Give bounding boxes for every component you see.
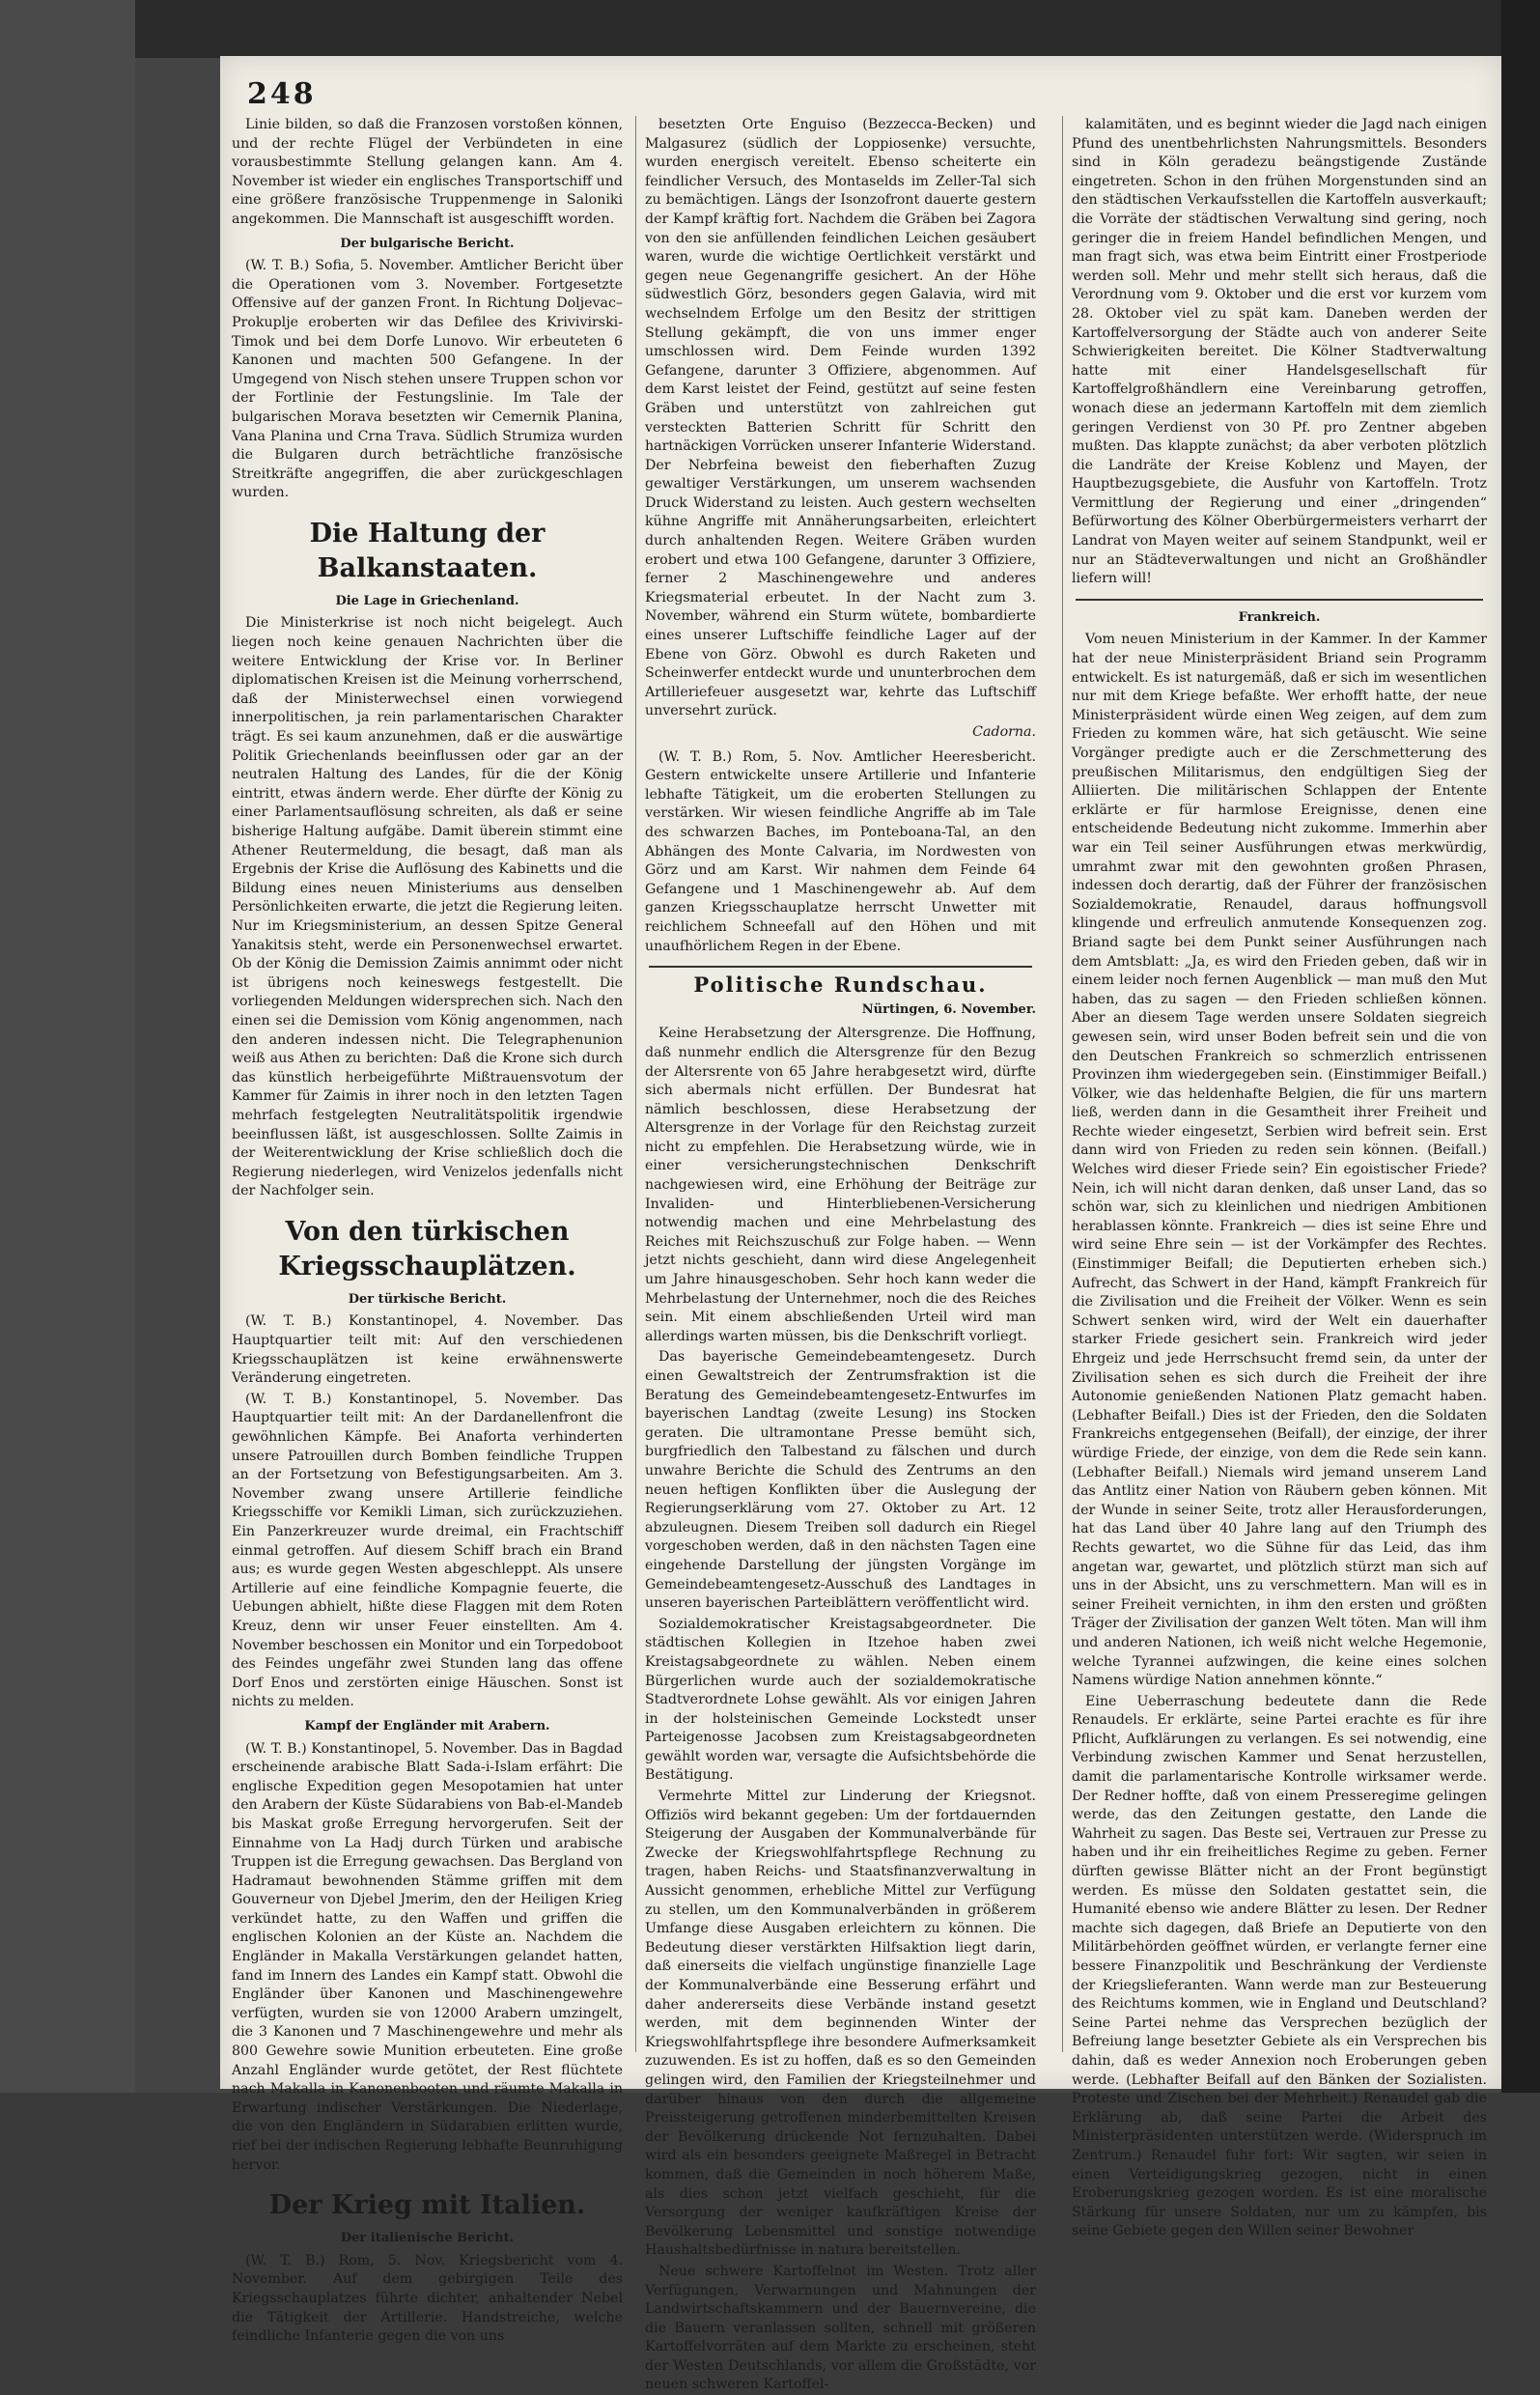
column-2 — [645, 116, 1036, 2393]
paragraph: besetzten Orte Enguiso (Bezzecca-Becken) und Malgasurez (südlich der Loppiosenke) versuchte, wurden energisch vereitelt. Ebenso scheiterte ein feindlicher Versuch, des Montaselds im Zeller-Tal sich zu bemächtigen. Längs der Isonzofront dauerte gestern der Kampf kräftig fort. Nachdem die Gräben bei Zagora von den sie anfüllenden feindlichen Leichen gesäubert waren, wurde die wichtige Oertlichkeit verstärkt und gegen neue Gegenangriffe gesichert. An der Höhe südwestlich Görz, besonders gegen Galavia, wird mit wechselndem Erfolge um den Besitz der strittigen Stellung gekämpft, die von uns immer enger umschlossen wird. Dem Feinde wurden 1392 Gefangene, darunter 3 Offiziere, abgenommen. Auf dem Karst leistet der Feind, gestützt auf seine festen Gräben und unterstützt von zahlreichen gut versteckten Batterien Schritt für Schritt den hartnäckigen Vorrücken unserer Infanterie Widerstand. Der Nebrfeina beweist den fieberhaften Zuzug gewaltiger Verstärkungen, um unserem wachsenden Druck Widerstand zu leisten. Auch gestern wechselten kühne Angriffe mit Annäherungsarbeiten, erleichtert durch anhaltenden Regen. Weitere Gräben wurden erobert und etwa 100 Gefangene, darunter 3 Offiziere, ferner 2 Maschinengewehre und anderes Kriegsmaterial erbeutet. In der Nacht zum 3. November, während ein Sturm wütete, bombardierte eines unserer Luftschiffe feindliche Lager auf der Ebene von Görz. Obwohl es durch Raketen und Scheinwerfer entdeckt wurde und ununterbrochen dem Artilleriefeuer ausgesetzt war, kehrte das Luftschiff unversehrt zurück. — [645, 117, 1036, 719]
paragraph: (W. T. B.) Rom, 5. Nov. Kriegsbericht vom 4. November. Auf dem gebirgigen Teile des Kriegsschauplatzes führte dichter, anhaltender Nebel die Tätigkeit der Artillerie. Handstreiche, welche feindliche Infanterie gegen die von uns — [232, 2252, 623, 2345]
article-headline: Politische Rundschau. — [693, 972, 988, 998]
paragraph: Das bayerische Gemeindebeamtengesetz. Durch einen Gewaltstreich der Zentrumsfraktion ist die Beratung des Gemeindebeamtengesetz-Entwurfes im bayerischen Landtag (zweite Lesung) ins Stocken geraten. Die ultramontane Presse bemüht sich, burgfriedlich den Talbestand zu fälschen und durch unwahre Berichte die Schuld des Zentrums an den neuen heftigen Konflikten über die Auslegung der Regierungserklärung vom 27. Oktober zu Art. 12 abzuleugnen. Diesem Treiben soll dadurch ein Riegel vorgeschoben werden, daß in den nächsten Tagen eine eingehende Darstellung der jüngsten Vorgänge im Gemeindebeamtengesetz-Ausschuß des Landtages in unseren bayerischen Parteiblättern veröffentlicht wird. — [645, 1349, 1036, 1612]
paragraph: Die Ministerkrise ist noch nicht beigelegt. Auch liegen noch keine genauen Nachrichten über die weitere Entwicklung der Krise vor. In Berliner diplomatischen Kreisen ist die Meinung vorherrschend, daß der Ministerwechsel einen vorwiegend innerpolitischen, ja rein parlamentarischen Charakter trägt. Es sei kaum anzunehmen, daß er die auswärtige Politik Griechenlands beeinflussen oder gar an der neutralen Haltung des Landes, für die der König eintritt, etwas ändern werde. Eher dürfte der König zu einer Parlamentsauflösung schreiten, als daß er seine bisherige Haltung aufgäbe. Damit überein stimmt eine Athener Reutermeldung, die besagt, daß man als Ergebnis der Krise die Auflösung des Kabinetts und die Bildung eines neuen Ministeriums aus denselben Persönlichkeiten erwarte, die jetzt die Regierung leiten. Nur im Kriegsministerium, an dessen Spitze General Yanakitsis steht, werde ein Personenwechsel erwartet. Ob der König die Demission Zaimis annimmt oder nicht ist übrigens noch keineswegs festgestellt. Die vorliegenden Meldungen widersprechen sich. Nach den einen sei die Demission vom König angenommen, nach den anderen indessen nicht. Die Telegraphenunion weiß aus Athen zu berichten: Daß die Krone sich durch das künstlich herbeigeführte Mißtrauensvotum der Kammer für Zaimis in ihrer noch in den letzten Tagen mehrfach festgelegten Neutralitätspolitik irgendwie beeinflussen läßt, ist ausgeschlossen. Sollte Zaimis in der Weiterentwicklung der Krise schließlich doch die Regierung niederlegen, wird Venizelos jedenfalls nicht der Nachfolger sein. — [232, 615, 623, 1199]
article-headline: Die Haltung der Balkanstaaten. — [309, 518, 546, 583]
paragraph: Sozialdemokratischer Kreistagsabgeordneter. Die städtischen Kollegien in Itzehoe haben zwei Kreistagsabgeordnete zu wählen. Neben einem Bürgerlichen wurde auch der sozialdemokratische Stadtverordnete Lohse gewählt. Als vor einigen Jahren in der holsteinischen Gemeinde Lockstedt unser Parteigenosse Jacobsen zum Kreistagsabgeordneten gewählt worden war, versagte die Aufsichtsbehörde die Bestätigung. — [645, 1616, 1036, 1784]
page-number: 248 — [247, 77, 317, 111]
paragraph: kalamitäten, und es beginnt wieder die Jagd nach einigen Pfund des unentbehrlichsten Nahrungsmittels. Besonders sind in Köln geradezu beängstigende Zustände eingetreten. Schon in den frühen Morgenstunden sind an den städtischen Verkaufsstellen die Kartoffeln ausverkauft; die Vorräte der städtischen Verwaltung sind gering, noch geringer die in freiem Handel befindlichen Mengen, und man fragt sich, was etwa beim Eintritt einer Frostperiode werden soll. Mehr und mehr stellt sich heraus, daß die Verordnung vom 9. Oktober und die erst vor kurzem vom 28. Oktober viel zu spät kam. Daneben werden der Kartoffelversorgung der Städte auch von anderer Seite Schwierigkeiten bereitet. Die Kölner Stadtverwaltung hatte mit einer Handelsgesellschaft für Kartoffelgroßhändlern eine Vereinbarung getroffen, wonach diese an jedermann Kartoffeln mit dem ziemlich geringen Verdienst von 30 Pf. pro Zentner abgeben mußten. Das klappte zunächst; da aber verboten plötzlich die Landräte der Kreise Koblenz und Mayen, der Hauptbezugsgebiete, die Ausfuhr von Kartoffeln. Trotz Vermittlung der Regierung und einer „dringenden“ Befürwortung des Kölner Oberbürgermeisters verharrt der Landrat von Mayen weiter auf seinem Standpunkt, weil er nur an Städteverwaltungen und nicht an Großhändler liefern will! — [1072, 117, 1487, 587]
paragraph: Vom neuen Ministerium in der Kammer. In der Kammer hat der neue Ministerpräsident Briand sein Programm entwickelt. Es ist naturgemäß, daß er sich im wesentlichen nur mit dem Kriege befaßte. Wer erhofft hatte, der neue Ministerpräsident würde einen Weg zeigen, auf dem zum Frieden zu kommen wäre, hat sich getäuscht. Wie seine Vorgänger predigte auch er die Zerschmetterung des preußischen Militarismus, den endgültigen Sieg der Alliierten. Die militärischen Schlappen der Entente erklärte er für harmlose Ereignisse, denen eine entscheidende Bedeutung nicht zukomme. Immerhin aber war ein Teil seiner Ausführungen etwas merkwürdig, umrahmt zwar mit den gewohnten großen Phrasen, indessen doch derartig, daß der Führer der französischen Sozialdemokratie, Renaudel, daraus hoffnungsvoll klingende und erfreulich anmutende Konsequenzen zog. Briand sagte bei dem Punkt seiner Ausführungen nach dem Amtsblatt: „Ja, es wird den Frieden geben, daß wir in einem leider noch fernen Augenblick — man muß den Mut haben, das zu sagen — den Frieden schließen können. Aber an diesem Tage werden unsere Soldaten siegreich gewesen sein, wird unser Boden befreit sein und die von den Deutschen Frankreich so schmerzlich entrissenen Provinzen ihm wiedergegeben sein. (Einstimmiger Beifall.) Völker, wie das heldenhafte Belgien, die für uns martern ließ, werden dann in die Gesamtheit ihrer Freiheit und Rechte wieder eingesetzt, Serbien wird befreit sein. Erst dann wird von Frieden zu reden sein können. (Beifall.) Welches wird dieser Friede sein? Ein egoistischer Friede? Nein, ich will nicht daran denken, daß unser Land, das so schön war, sich zu kleinlichen und niedrigen Ambitionen herablassen könnte. Frankreich — dies ist seine Ehre und wird seine Ehre sein — ist der Vorkämpfer des Rechtes. (Einstimmiger Beifall; die Deputierten erheben sich.) Aufrecht, das Schwert in der Hand, kämpft Frankreich für die Zivilisation und die Freiheit der Völker. Wenn es sein Schwert senken wird, wird der Welt ein dauerhafter starker Friede gesichert sein. Frankreich wird jeder Ehrgeiz und jede Herrschsucht fremd sein, da unter der Zivilisation sehen es sich durch die Freiheit der ihre Autonomie genießenden Nationen Platz gemacht haben. (Lebhafter Beifall.) Dies ist der Frieden, den die Soldaten Frankreichs entgegensehen (Beifall), der einzige, der ihrer würdige Friede, der einzige, von dem die Rede sein kann. (Lebhafter Beifall.) Niemals wird jemand unserem Land das Antlitz einer Nation von Räubern geben können. Mit der Wunde in seiner Seite, trotz aller Herausforderungen, hat das Land über 40 Jahre lang auf den Triumph des Rechts gewartet, wo die Sühne für das Leid, das ihm angetan war, gewartet, und plötzlich stürzt man sich auf uns in der Absicht, uns zu verschmettern. Man will es in seiner Freiheit vernichten, in ihm den ersten und größten Träger der Zivilisation der ganzen Welt töten. Man will ihm und anderen Nationen, ich weiß nicht welche Hegemonie, welche Tyrannei aufzwingen, die keine eines solchen Namens würdige Nation annehmen könnte.“ — [1072, 632, 1487, 1689]
binding-edge — [0, 0, 135, 2093]
section-divider — [1076, 599, 1483, 601]
paragraph: (W. T. B.) Rom, 5. Nov. Amtlicher Heeresbericht. Gestern entwickelte unsere Artillerie und Infanterie lebhafte Tätigkeit, um die eroberten Stellungen zu verstärken. Wir wiesen feindliche Angriffe ab im Tale des schwarzen Baches, im Ponteboana-Tal, an den Abhängen des Monte Calvaria, im Nordwesten von Görz und am Karst. Wir nahmen dem Feinde 64 Gefangene und 1 Maschinengewehr ab. Auf dem ganzen Kriegsschauplatze herrscht Unwetter mit reichlichem Schneefall auf den Höhen und mit unaufhörlichem Regen in der Ebene. — [645, 748, 1036, 954]
section-subheading: Die Lage in Griechenland. — [335, 593, 519, 608]
column-3 — [1072, 116, 1487, 2240]
paragraph: (W. T. B.) Konstantinopel, 4. November. Das Hauptquartier teilt mit: Auf den verschiedenen Kriegsschauplätzen ist keine erwähnenswerte Veränderung eingetreten. — [232, 1313, 623, 1387]
column-rule — [635, 116, 636, 2052]
signature: Cadorna. — [972, 724, 1036, 740]
section-subheading: Frankreich. — [1238, 609, 1321, 625]
paragraph: Eine Ueberraschung bedeutete dann die Rede Renaudels. Er erklärte, seine Partei erachte es für ihre Pflicht, Aufklärungen zu verlangen. Es sei notwendig, eine Verbindung zwischen Kammer und Senat herzustellen, damit die parlamentarische Kontrolle wirksamer werde. Der Redner hoffte, daß von einem Presseregime gelingen werde, das den Zeitungen gestatte, den Lande die Wahrheit zu sagen. Das Beste sei, Vertrauen zur Presse zu haben und ihr ein freiheitliches Regime zu geben. Ferner dürften gewisse Blätter nicht an der Front begünstigt werden. Es müsse den Soldaten gestattet sein, die Humanité ebenso wie andere Blätter zu lesen. Der Redner machte sich dagegen, daß Briefe an Deputierte von den Militärbehörden geöffnet würden, er verlangte ferner eine bessere Finanzpolitik und Beschränkung der Verdienste der Kriegslieferanten. Wann werde man zur Besteuerung des Reichtums kommen, wie in England und Deutschland? Seine Partei nehme das Versprechen bezüglich der Befreiung lange besetzter Gebiete als ein Versprechen bis dahin, daß es weder Annexion noch Eroberungen geben werde. (Lebhafter Beifall auf den Bänken der Sozialisten. Proteste und Zischen bei der Mehrheit.) Renaudel gab die Erklärung ab, daß seine Partei die Arbeit des Ministerpräsidenten unterstützen werde. (Widerspruch im Zentrum.) Renaudel fuhr fort: Wir sagten, wir seien in einen Verteidigungskrieg gezogen, nicht in einen Eroberungskrieg gezogen worden. Es ist eine moralische Stärkung für unsere Soldaten, nur um zu kämpfen, bis seine Gebiete gegen den Willen seiner Bewohner — [1072, 1693, 1487, 2240]
paragraph: Neue schwere Kartoffelnot im Westen. Trotz aller Verfügungen, Verwarnungen und Mahnungen der Landwirtschaftskammern und der Bauernvereine, die die Bauern veranlassen sollten, schnell mit größeren Kartoffelvorräten auf dem Markte zu erscheinen, steht der Westen Deutschlands, vor allem die Großstädte, vor neuen schweren Kartoffel- — [645, 2263, 1036, 2393]
section-subheading: Der türkische Bericht. — [348, 1291, 507, 1307]
column-1 — [232, 116, 623, 2345]
article-headline: Von den türkischen Kriegsschauplätzen. — [278, 1216, 576, 1282]
section-divider — [649, 966, 1032, 968]
section-subheading: Der bulgarische Bericht. — [340, 236, 515, 251]
scanner-frame-right — [1501, 0, 1540, 2093]
column-rule — [1062, 116, 1063, 2052]
paragraph: Keine Herabsetzung der Altersgrenze. Die Hoffnung, daß nunmehr endlich die Altersgrenze für den Bezug der Altersrente von 65 Jahre herabgesetzt wird, dürfte sich abermals nicht erfüllen. Der Bundesrat hat nämlich beschlossen, diese Herabsetzung der Altersgrenze in der Vorlage für den Reichstag zurzeit nicht zu empfehlen. Die Herabsetzung würde, wie in einer versicherungstechnischen Denkschrift nachgewiesen wird, eine Erhöhung der Beiträge zur Invaliden- und Hinterbliebenen-Versicherung notwendig machen und eine Mehrbelastung des Reiches mit Reichszuschuß zur Folge haben. — Wenn jetzt nichts geschieht, dann wird diese Angelegenheit um Jahre hinausgeschoben. Sehr hoch kann weder die Mehrbelastung der Unternehmer, noch die des Reiches sein. Mit einem abschließenden Urteil wird man allerdings warten müssen, bis die Denkschrift vorliegt. — [645, 1026, 1036, 1344]
newspaper-page — [220, 56, 1501, 2393]
section-subheading: Kampf der Engländer mit Arabern. — [304, 1718, 550, 1733]
scanner-frame-top — [135, 0, 1540, 58]
article-headline: Der Krieg mit Italien. — [268, 2190, 586, 2221]
paragraph: (W. T. B.) Konstantinopel, 5. November. Das in Bagdad erscheinende arabische Blatt Sada-i-Islam erfährt: Die englische Expedition gegen Mesopotamien hat unter den Arabern der Küste Südarabiens von Bab-el-Mandeb bis Maskat große Erregung hervorgerufen. Seit der Einnahme von La Hadj durch Türken und arabische Truppen ist die Erregung gewachsen. Das Bergland von Hadramaut bewohnenden Stämme griffen mit dem Gouverneur von Djebel Jmerim, den der Heiligen Krieg verkündet hatte, zu den Waffen und griffen die englischen Kolonien an der Küste an. Nachdem die Engländer in Makalla Verstärkungen gelandet hatten, fand im Innern des Landes ein Kampf statt. Obwohl die Engländer über Kanonen und Maschinengewehre verfügten, wurden sie von 12000 Arabern umzingelt, die 3 Kanonen und 7 Maschinengewehre und mehr als 800 Gewehre sowie Munition erbeuteten. Eine große Anzahl Engländer wurde getötet, der Rest flüchtete nach Makalla in Kanonenbooten und räumte Makalla in Erwartung indischer Verstärkungen. Die Niederlage, die von den Engländern in Südarabien erlitten wurde, rief bei der indischen Regierung lebhafte Beunruhigung hervor. — [232, 1740, 623, 2173]
paragraph: (W. T. B.) Konstantinopel, 5. November. Das Hauptquartier teilt mit: An der Dardanellenfront die gewöhnlichen Kämpfe. Bei Anaforta verhinderten unsere Patrouillen durch Bomben feindliche Truppen an der Fortsetzung von Befestigungsarbeiten. Am 3. November zwang unsere Artillerie feindliche Kriegsschiffe vor Kemikli Liman, sich zurückzuziehen. Ein Panzerkreuzer wurde dreimal, ein Frachtschiff einmal getroffen. Auf diesem Schiff brach ein Brand aus; es wurde gegen Westen abgeschleppt. Als unsere Artillerie auf eine feindliche Kompagnie feuerte, die Uebungen abhielt, hißte diese Flaggen mit dem Roten Kreuz, denn wir unser Feuer einstellten. Am 4. November beschossen ein Monitor und ein Torpedoboot des Feindes ungefähr zwei Stunden lang das offene Dorf Enos und zerstörten einige Häuschen. Sonst ist nichts zu melden. — [232, 1391, 623, 1710]
dateline: Nürtingen, 6. November. — [861, 1001, 1036, 1017]
paragraph: Vermehrte Mittel zur Linderung der Kriegsnot. Offiziös wird bekannt gegeben: Um der fortdauernden Steigerung der Ausgaben der Kommunalverbände für Zwecke der Kriegswohlfahrtspflege Rechnung zu tragen, haben Reichs- und Staatsfinanzverwaltung in Aussicht genommen, erhebliche Mittel zur Verfügung zu stellen, um den Kommunalverbänden in größerem Umfange diese Ausgaben erleichtern zu können. Die Bedeutung dieser verstärkten Hilfsaktion liegt darin, daß einerseits die vielfach ungünstige finanzielle Lage der Kommunalverbände eine Besserung erfährt und daher andererseits diese Verbände instand gesetzt werden, mit dem beginnenden Winter der Kriegswohlfahrtspflege ihre besondere Aufmerksamkeit zuzuwenden. Es ist zu hoffen, daß es so den Gemeinden gelingen wird, den Familien der Kriegsteilnehmer und darüber hinaus von den durch die allgemeine Preissteigerung getroffenen minderbemittelten Kreisen der Bevölkerung drückende Not fernzuhalten. Dabei wird als ein besonders geeignete Maßregel in Betracht kommen, daß die Gemeinden in noch höherem Maße, als dies schon jetzt vielfach geschieht, für die Versorgung der weniger kaufkräftigen Kreise der Bevölkerung Lebensmittel und sonstige notwendige Haushaltsbedürfnisse in natura bereitstellen. — [645, 1789, 1036, 2259]
paragraph: (W. T. B.) Sofia, 5. November. Amtlicher Bericht über die Operationen vom 3. November. Fortgesetzte Offensive auf der ganzen Front. In Richtung Doljevac–Prokuplje eroberten wir das Defilee des Krivivirski-Timok und bei dem Dorfe Lunovo. Wir erbeuteten 6 Kanonen und machten 500 Gefangene. In der Umgegend von Nisch stehen unsere Truppen schon vor der Fortlinie der Festungslinie. Im Tale der bulgarischen Morava besetzten wir Cemernik Planina, Vana Planina und Crna Trava. Südlich Strumiza wurden die Bulgaren durch beträchtliche französische Streitkräfte angegriffen, die aber zurückgeschlagen wurden. — [232, 258, 623, 501]
paragraph: Linie bilden, so daß die Franzosen vorstoßen können, und der rechte Flügel der Verbündeten in eine vorausbestimmte Stellung gelangen kann. Am 4. November ist wieder ein englisches Transportschiff und eine größere französische Truppenmenge in Saloniki angekommen. Die Mannschaft ist ausgeschifft worden. — [232, 117, 623, 227]
section-subheading: Der italienische Bericht. — [340, 2231, 515, 2246]
